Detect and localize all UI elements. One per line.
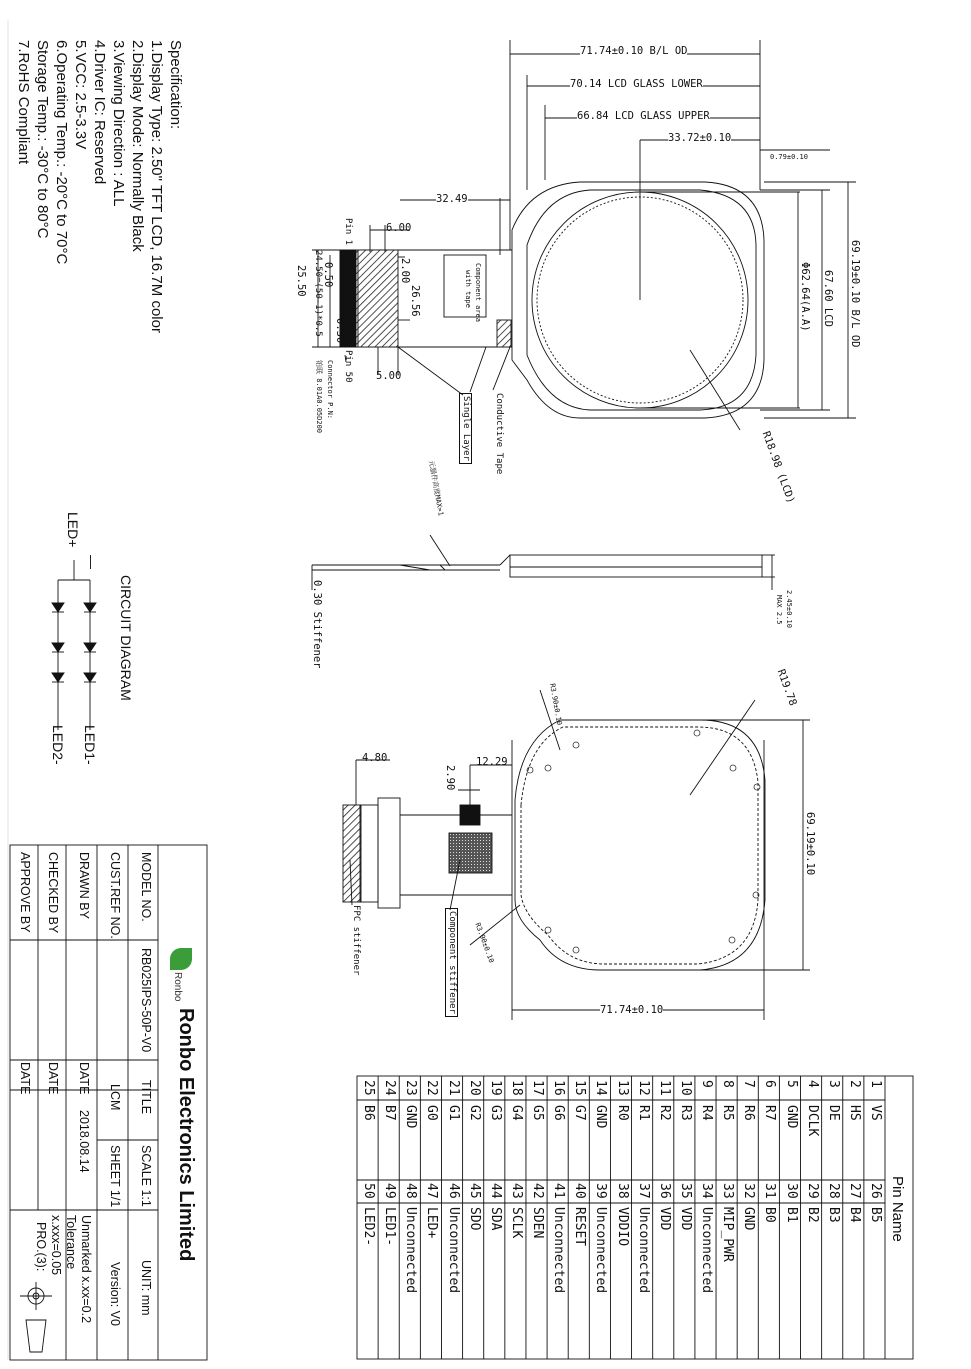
label-drawn-by: DRAWN BY [77,852,91,919]
pin-number-13: 13 [614,1080,630,1096]
pin-number-25: 25 [361,1080,377,1096]
dim-25-50: 25.50 [295,265,307,297]
pin-signal-27: B4 [846,1207,862,1223]
pin-number-34: 34 [699,1183,715,1199]
dim-lcd-glass-upper: 66.84 LCD GLASS UPPER [577,110,710,122]
label-approve-by: APPROVE BY [18,852,32,933]
pin-signal-3: DE [825,1105,841,1121]
pin-signal-9: R4 [699,1105,715,1121]
label-sheet: SHEET 1/1 [108,1145,122,1208]
label-with-tape: with tape [464,270,472,308]
dim-26-56: 26.56 [409,285,421,317]
pin-table-title: Pin Name [889,1176,906,1242]
spec-title: Specification: [167,40,184,130]
spec-line-4: 4.Driver IC: Reserved [91,40,108,185]
pin-number-42: 42 [530,1183,546,1199]
pin-signal-45: SDO [466,1207,482,1231]
label-tolerance-2: Tolerance [64,1215,78,1270]
pin-number-31: 31 [762,1183,778,1199]
pin-number-41: 41 [551,1183,567,1199]
dim-2-90: 2.90 [444,765,456,791]
dim-bl-od-width: 71.74±0.10 B/L OD [580,45,688,57]
dim-r3-90-top: R3.90±0.10 [548,682,564,726]
label-single-layer: Single Layer [459,393,472,464]
pin-number-20: 20 [466,1080,482,1096]
label-led2-minus: LED2- [50,725,66,765]
pin-number-6: 6 [762,1080,778,1088]
pin-number-40: 40 [572,1183,588,1199]
pin-number-22: 22 [424,1080,440,1096]
pin-number-44: 44 [487,1183,503,1199]
pin-number-47: 47 [424,1183,440,1199]
pin-signal-28: B3 [825,1207,841,1223]
dim-r19-78: R19.78 [774,667,799,708]
dim-0-30: 0.30 [334,318,346,344]
pin-number-11: 11 [656,1080,672,1096]
pin-number-14: 14 [593,1080,609,1096]
pin-number-23: 23 [403,1080,419,1096]
pin-signal-10: R3 [677,1105,693,1121]
pin-number-45: 45 [466,1183,482,1199]
pin-signal-30: B1 [783,1207,799,1223]
pin-signal-2: HS [846,1105,862,1121]
dim-bl-od-height: 69.19±0.10 B/L OD [849,240,861,348]
pin-number-7: 7 [741,1080,757,1088]
label-pin50: Pin 50 [343,350,353,383]
pin-number-2: 2 [846,1080,862,1088]
pin-number-37: 37 [635,1183,651,1199]
dim-pitch: 24.50=(50-1)*0.5 [313,250,323,337]
pin-signal-16: G6 [551,1105,567,1121]
pin-signal-46: Unconnected [445,1207,461,1294]
label-component-height: 元器件高度MAX=1 [427,459,445,517]
spec-line-3: 3.Viewing Direction : ALL [110,40,127,207]
label-led-plus: LED+ [65,512,81,548]
pin-number-17: 17 [530,1080,546,1096]
pin-signal-21: G1 [445,1105,461,1121]
pin-number-33: 33 [720,1183,736,1199]
label-date-3: DATE [18,1062,32,1095]
spec-line-6: 6.Operating Temp.: -20°C to 70°C [53,40,70,265]
pin-number-24: 24 [382,1080,398,1096]
dim-thickness: 2.45±0.10 [785,590,793,628]
dim-thickness-max: MAX 2.5 [775,595,783,625]
pin-signal-47: LED+ [424,1207,440,1239]
pin-number-35: 35 [677,1183,693,1199]
dim-half-width: 33.72±0.10 [668,132,732,144]
label-connector-pn: Connector P.N: [326,360,334,420]
dim-12-29: 12.29 [476,756,508,768]
pin-number-9: 9 [699,1080,715,1088]
pin-number-28: 28 [825,1183,841,1199]
spec-line-2: 2.Display Mode: Normally Black [129,40,146,252]
pin-signal-15: G7 [572,1105,588,1121]
pin-signal-34: Unconnected [699,1207,715,1294]
logo-text: Ronbo [172,972,183,1002]
label-unit: UNIT: mm [139,1260,153,1316]
pin-signal-19: G3 [487,1105,503,1121]
company-name: Ronbo Electronics Limited [175,1008,197,1262]
pin-signal-25: B6 [361,1105,377,1121]
pin-signal-8: R5 [720,1105,736,1121]
pin-number-10: 10 [677,1080,693,1096]
dim-4-80: 4.80 [362,752,388,764]
pin-signal-24: B7 [382,1105,398,1121]
pin-number-30: 30 [783,1183,799,1199]
label-checked-by: CHECKED BY [46,852,60,934]
pin-signal-13: R0 [614,1105,630,1121]
circuit-title: CIRCUIT DIAGRAM [118,575,134,701]
pin-number-32: 32 [741,1183,757,1199]
label-conductive-tape: Conductive Tape [494,393,504,475]
label-led1-minus: LED1- [82,725,98,765]
pin-signal-7: R6 [741,1105,757,1121]
dim-5-00: 5.00 [376,370,402,382]
pin-signal-23: GND [403,1105,419,1129]
pin-number-4: 4 [804,1080,820,1088]
pin-signal-35: VDD [677,1207,693,1231]
label-component-area: Component area [474,263,482,323]
pin-signal-17: G5 [530,1105,546,1121]
pin-signal-11: R2 [656,1105,672,1121]
pin-number-12: 12 [635,1080,651,1096]
spec-line-1: 1.Display Type: 2.50" TFT LCD, 16.7M color [148,40,165,333]
pin-number-16: 16 [551,1080,567,1096]
pin-signal-1: VS [868,1105,883,1121]
dim-lcd-glass-lower: 70.14 LCD GLASS LOWER [570,78,703,90]
dim-69-19: 69.19±0.10 [804,812,816,876]
pin-number-29: 29 [804,1183,820,1199]
label-tolerance-3: x.xxx=0.05 [49,1215,63,1276]
dim-active-area: Φ62.64(A.A) [799,262,811,332]
pin-signal-49: LED1- [382,1207,398,1247]
pin-number-36: 36 [656,1183,672,1199]
pin-number-27: 27 [846,1183,862,1199]
pin-signal-50: LED2- [361,1207,377,1247]
label-version: Version: V0 [108,1262,122,1326]
pin-signal-44: SDA [487,1207,503,1231]
pin-signal-6: R7 [762,1105,778,1121]
label-model-no: MODEL NO. [139,852,153,922]
dim-2-00: 2.00 [399,258,411,284]
pin-signal-18: G4 [508,1105,524,1121]
pin-number-39: 39 [593,1183,609,1199]
pin-number-26: 26 [868,1183,883,1199]
dim-radius-lcd: R18.98 (LCD) [759,429,797,506]
pin-number-1: 1 [868,1080,883,1088]
dim-71-74: 71.74±0.10 [600,1004,664,1016]
value-date: 2018.08.14 [77,1110,91,1173]
label-date-2: DATE [46,1062,60,1095]
pin-number-48: 48 [403,1183,419,1199]
spec-line-8: 7.RoHS Compliant [15,40,32,165]
pin-signal-5: GND [783,1105,799,1129]
dim-lcd-height: 67.60 LCD [822,270,834,327]
pin-signal-43: SCLK [508,1207,524,1239]
pin-number-50: 50 [361,1183,377,1199]
pin-number-38: 38 [614,1183,630,1199]
label-fpc-stiffener: FPC stiffener [351,905,361,976]
label-cust-ref: CUST.REF NO. [108,852,122,939]
pin-signal-33: MIP_PWR [720,1207,736,1262]
pin-signal-39: Unconnected [593,1207,609,1294]
spec-line-5: 5.VCC: 2.5-3.3V [72,40,89,150]
pin-number-3: 3 [825,1080,841,1088]
pin-number-5: 5 [783,1080,799,1088]
pin-signal-40: RESET [572,1207,588,1247]
pin-number-43: 43 [508,1183,524,1199]
pin-number-15: 15 [572,1080,588,1096]
label-projection: PRO.(3): [34,1222,48,1272]
label-tolerance-1: Unmarked x.xx=0.2 [79,1215,93,1324]
pin-signal-32: GND [741,1207,757,1231]
pin-number-46: 46 [445,1183,461,1199]
pin-signal-4: DCLK [804,1105,820,1137]
pin-signal-29: B2 [804,1207,820,1223]
pin-number-49: 49 [382,1183,398,1199]
label-scale: SCALE 1:1 [139,1145,153,1207]
label-component-stiffener: Component stiffener [445,908,458,1017]
pin-signal-20: G2 [466,1105,482,1121]
pin-signal-12: R1 [635,1105,651,1121]
pin-number-21: 21 [445,1080,461,1096]
label-pin1: Pin 1 [343,218,353,246]
dim-gap: 0.79±0.10 [770,153,808,161]
spec-line-7: Storage Temp.: -30°C to 80°C [34,40,51,239]
pin-signal-22: G0 [424,1105,440,1121]
dim-0-50: 0.50 [322,262,334,288]
pin-signal-36: VDD [656,1207,672,1231]
company-logo-icon [170,948,192,970]
pin-signal-14: GND [593,1105,609,1129]
label-stiffener: 0.30 Stiffener [311,580,323,669]
pin-signal-26: B5 [868,1207,883,1223]
pin-signal-48: Unconnected [403,1207,419,1294]
pin-number-19: 19 [487,1080,503,1096]
pin-signal-42: SDEN [530,1207,546,1239]
pin-signal-31: B0 [762,1207,778,1223]
value-title: LCM [108,1084,122,1111]
pin-signal-38: VDDIO [614,1207,630,1247]
dim-fpc-width: 6.00 [386,222,412,234]
label-connector-code: 铂联 8.01A0.05D200 [315,360,323,434]
pin-signal-41: Unconnected [551,1207,567,1294]
dim-fpc-length: 32.49 [436,193,468,205]
pin-number-18: 18 [508,1080,524,1096]
pin-number-8: 8 [720,1080,736,1088]
value-model-no: RB025IPS-50P-V0 [139,948,153,1053]
label-title: TITLE [139,1080,153,1115]
label-date-1: DATE [77,1062,91,1095]
pin-signal-37: Unconnected [635,1207,651,1294]
label-dash: — [84,555,100,569]
dim-r3-90-bottom: R3.90±0.10 [473,921,496,965]
